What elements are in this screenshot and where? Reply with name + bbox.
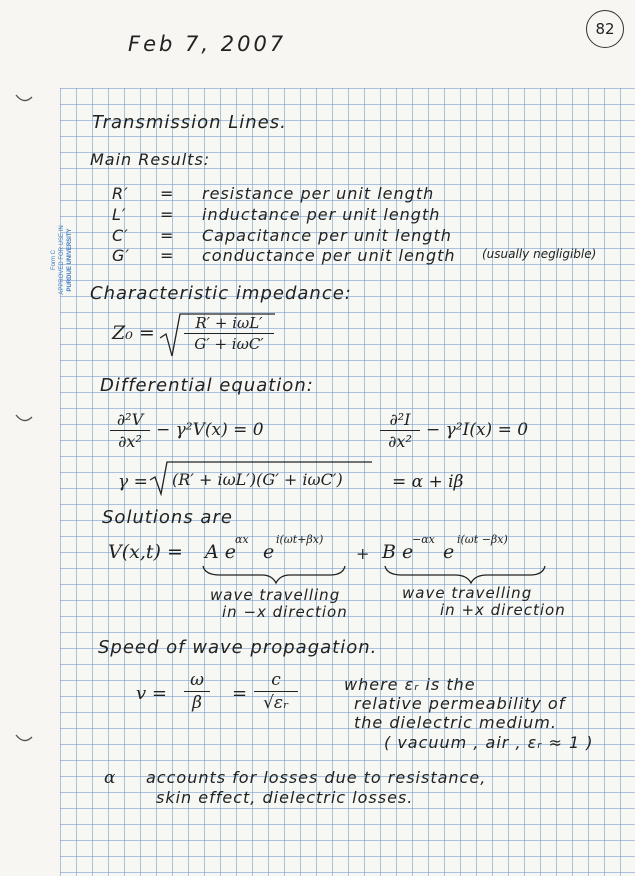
impedance-numerator: R′ + iωL′: [195, 314, 263, 332]
diff-eq-i-rest: − γ²I(x) = 0: [426, 420, 529, 440]
where-line4: ( vacuum , air , εᵣ ≈ 1 ): [384, 733, 594, 752]
desc-c: Capacitance per unit length: [202, 226, 452, 245]
brace2-line1: wave travelling: [402, 584, 533, 602]
stamp-line: APPROVED FOR USE IN: [59, 225, 65, 295]
gamma-radicand: (R′ + iωL′)(G′ + iωC′): [172, 470, 343, 489]
impedance-heading: Characteristic impedance:: [90, 283, 352, 304]
where-line3: the dielectric medium.: [354, 713, 557, 732]
solution-lhs: V(x,t) =: [108, 541, 183, 563]
alpha-note-line1: accounts for losses due to resistance,: [146, 768, 487, 787]
alpha-note-line2: skin effect, dielectric losses.: [156, 788, 414, 807]
speed-lhs: v =: [136, 683, 167, 704]
where-line1: where εᵣ is the: [344, 675, 476, 694]
eq-sign: =: [160, 226, 175, 245]
brace1-line1: wave travelling: [210, 586, 341, 604]
solution-term1-e: e: [263, 541, 275, 563]
plus-sign: +: [356, 544, 370, 563]
c-numerator: c: [271, 670, 281, 690]
sym-l: L′: [112, 205, 127, 224]
d2v-numerator: ∂²V: [116, 410, 144, 429]
gamma-lhs: γ =: [118, 472, 148, 492]
sym-c: C′: [112, 226, 129, 245]
d2v-denominator: ∂x²: [118, 432, 142, 451]
eq-sign: =: [160, 246, 175, 265]
solution-term1-exp2: i(ωt+βx): [276, 533, 324, 546]
d2i-numerator: ∂²I: [389, 410, 411, 429]
gamma-rhs: = α + iβ: [392, 472, 464, 492]
z0-lhs: Z₀ =: [112, 322, 155, 344]
fraction-bar: [184, 691, 210, 692]
eq-sign: =: [160, 205, 175, 224]
d2i-denominator: ∂x²: [388, 432, 412, 451]
c-sqrt-eps-fraction: [254, 670, 298, 713]
main-results-heading: Main Results:: [90, 150, 211, 169]
solution-term1-exp1: αx: [235, 533, 249, 546]
impedance-denominator: G′ + iωC′: [194, 335, 264, 353]
solution-term2: B e: [382, 541, 414, 563]
page-number: 82: [586, 10, 624, 48]
desc-r: resistance per unit length: [202, 184, 435, 203]
eq-sign: =: [232, 683, 248, 704]
diff-eq-v-rest: − γ²V(x) = 0: [156, 420, 264, 440]
where-line2: relative permeability of: [354, 694, 566, 713]
eq-sign: =: [160, 184, 175, 203]
solution-term2-e: e: [443, 541, 455, 563]
stamp-line: Form C: [51, 250, 57, 270]
solution-term2-exp2: i(ωt −βx): [457, 533, 508, 546]
speed-heading: Speed of wave propagation.: [98, 637, 378, 658]
alpha-symbol: α: [104, 768, 116, 788]
desc-g: conductance per unit length: [202, 246, 456, 265]
page-date: Feb 7, 2007: [128, 32, 287, 56]
beta-denominator: β: [192, 693, 202, 713]
sym-g: G′: [112, 246, 131, 265]
page-title: Transmission Lines.: [92, 112, 287, 133]
solution-term2-exp1: −αx: [412, 533, 435, 546]
solutions-heading: Solutions are: [102, 507, 233, 528]
brace2-line2: in +x direction: [440, 601, 566, 619]
diff-eq-heading: Differential equation:: [100, 375, 314, 396]
stamp-line: PURDUE UNIVERSITY: [67, 228, 73, 292]
solution-term1: A e: [205, 541, 237, 563]
sqrt-eps-denominator: √εᵣ: [263, 693, 289, 713]
desc-l: inductance per unit length: [202, 205, 441, 224]
brace1-line2: in −x direction: [222, 603, 348, 621]
negligible-note: (usually negligible): [482, 247, 597, 261]
sym-r: R′: [112, 184, 129, 203]
omega-beta-fraction: [184, 670, 210, 713]
omega-numerator: ω: [190, 670, 204, 690]
fraction-bar: [254, 691, 298, 692]
